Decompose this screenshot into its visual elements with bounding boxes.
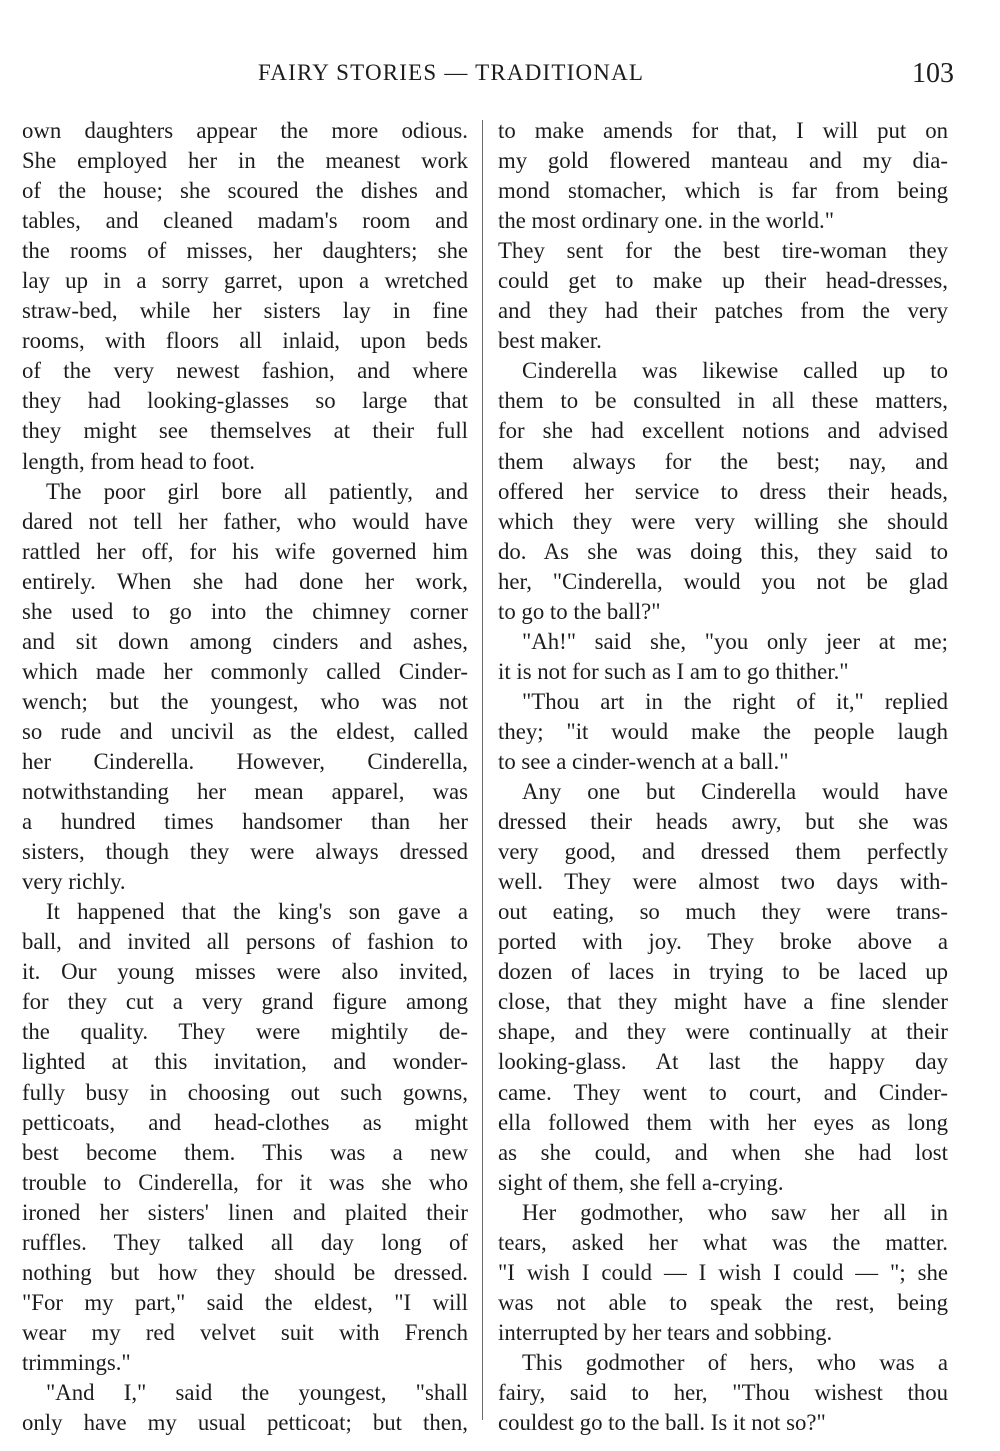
- text-line: It happened that the king's son gave a: [46, 899, 468, 925]
- text-line: lay up in a sorry garret, upon a wretched: [22, 268, 468, 294]
- text-line: them to be consulted in all these matters,: [498, 388, 948, 414]
- text-line: own daughters appear the more odious.: [22, 118, 468, 143]
- text-line: which made her commonly called Cinder-: [22, 658, 468, 684]
- left-text-column: [22, 116, 468, 1438]
- text-line: they; "it would make the people laugh: [498, 718, 948, 744]
- text-line: shape, and they were continually at their: [498, 1019, 948, 1045]
- text-line: the most ordinary one. in the world.": [498, 208, 834, 234]
- text-line: tears, asked her what was the matter.: [498, 1229, 948, 1255]
- text-line: so rude and uncivil as the eldest, called: [22, 718, 468, 744]
- text-line: rooms, with floors all inlaid, upon beds: [22, 328, 468, 354]
- text-line: ruffles. They talked all day long of: [22, 1229, 468, 1255]
- text-line: dared not tell her father, who would have: [22, 508, 468, 534]
- text-line: lighted at this invitation, and wonder-: [22, 1049, 468, 1075]
- text-line: tables, and cleaned madam's room and: [22, 208, 468, 234]
- text-line: mond stomacher, which is far from being: [498, 178, 948, 204]
- text-line: fairy, said to her, "Thou wishest thou: [498, 1379, 948, 1405]
- text-line: of the house; she scoured the dishes and: [22, 178, 468, 204]
- text-line: petticoats, and head-clothes as might: [22, 1109, 468, 1135]
- text-line: "And I," said the youngest, "shall: [46, 1379, 468, 1405]
- text-line: rattled her off, for his wife governed him: [22, 538, 468, 564]
- text-line: close, that they might have a fine slender: [498, 989, 948, 1015]
- text-line: for she had excellent notions and advised: [498, 418, 948, 444]
- text-line: straw-bed, while her sisters lay in fine: [22, 298, 468, 324]
- text-line: ironed her sisters' linen and plaited their: [22, 1199, 468, 1225]
- text-line: which they were very willing she should: [498, 508, 948, 534]
- text-line: the quality. They were mightily de-: [22, 1019, 468, 1045]
- text-line: best maker.: [498, 328, 602, 354]
- text-line: they might see themselves at their full: [22, 418, 468, 444]
- text-line: looking-glass. At last the happy day: [498, 1049, 948, 1075]
- text-line: a hundred times handsomer than her: [22, 809, 468, 835]
- text-line: for they cut a very grand figure among: [22, 989, 468, 1015]
- text-line: Her godmother, who saw her all in: [522, 1199, 948, 1225]
- text-line: This godmother of hers, who was a: [522, 1349, 948, 1375]
- text-line: very richly.: [22, 869, 126, 895]
- text-line: her Cinderella. However, Cinderella,: [22, 748, 468, 774]
- text-line: to make amends for that, I will put on: [498, 118, 948, 143]
- text-line: ball, and invited all persons of fashion to: [22, 929, 468, 955]
- text-line: to see a cinder-wench at a ball.": [498, 748, 789, 774]
- text-line: "Thou art in the right of it," replied: [522, 688, 948, 714]
- text-line: offered her service to dress their heads,: [498, 478, 948, 504]
- text-line: sight of them, she fell a-crying.: [498, 1169, 784, 1195]
- text-line: ported with joy. They broke above a: [498, 929, 948, 955]
- text-line: my gold flowered manteau and my dia-: [498, 148, 948, 174]
- text-line: they had looking-glasses so large that: [22, 388, 468, 414]
- text-line: dozen of laces in trying to be laced up: [498, 959, 948, 985]
- text-line: "Ah!" said she, "you only jeer at me;: [522, 628, 948, 654]
- text-line: entirely. When she had done her work,: [22, 568, 468, 594]
- text-line: do. As she was doing this, they said to: [498, 538, 948, 564]
- text-line: out eating, so much they were trans-: [498, 899, 948, 925]
- text-line: Any one but Cinderella would have: [522, 779, 948, 805]
- text-line: The poor girl bore all patiently, and: [46, 478, 468, 504]
- text-line: notwithstanding her mean apparel, was: [22, 779, 468, 805]
- text-line: very good, and dressed them perfectly: [498, 839, 948, 865]
- text-line: trouble to Cinderella, for it was she who: [22, 1169, 468, 1195]
- text-line: dressed their heads awry, but she was: [498, 809, 948, 835]
- text-line: and they had their patches from the very: [498, 298, 948, 324]
- text-line: trimmings.": [22, 1349, 131, 1375]
- text-line: she used to go into the chimney corner: [22, 598, 468, 624]
- text-line: was not able to speak the rest, being: [498, 1289, 948, 1315]
- text-line: only have my usual petticoat; but then,: [22, 1410, 468, 1436]
- text-line: best become them. This was a new: [22, 1139, 468, 1165]
- text-line: came. They went to court, and Cinder-: [498, 1079, 948, 1105]
- text-line: They sent for the best tire-woman they: [498, 238, 948, 264]
- text-line: fully busy in choosing out such gowns,: [22, 1079, 468, 1105]
- text-line: the rooms of misses, her daughters; she: [22, 238, 468, 264]
- text-line: couldest go to the ball. Is it not so?": [498, 1410, 826, 1436]
- text-line: well. They were almost two days with-: [498, 869, 948, 895]
- text-line: could get to make up their head-dresses,: [498, 268, 948, 294]
- text-line: sisters, though they were always dressed: [22, 839, 468, 865]
- running-title: FAIRY STORIES — TRADITIONAL: [258, 60, 645, 85]
- text-line: them always for the best; nay, and: [498, 448, 948, 474]
- text-line: nothing but how they should be dressed.: [22, 1259, 468, 1285]
- text-line: it is not for such as I am to go thither.": [498, 658, 849, 684]
- running-head: [0, 60, 1000, 96]
- text-line: it. Our young misses were also invited,: [22, 959, 468, 985]
- text-line: interrupted by her tears and sobbing.: [498, 1319, 833, 1345]
- page-number: 103: [912, 58, 954, 89]
- text-line: of the very newest fashion, and where: [22, 358, 468, 384]
- text-line: She employed her in the meanest work: [22, 148, 468, 174]
- text-line: "For my part," said the eldest, "I will: [22, 1289, 468, 1315]
- text-line: "I wish I could — I wish I could — "; she: [498, 1259, 948, 1285]
- text-line: length, from head to foot.: [22, 448, 255, 474]
- text-line: wench; but the youngest, who was not: [22, 688, 468, 714]
- text-line: to go to the ball?": [498, 598, 661, 624]
- column-divider: [482, 120, 483, 1420]
- text-line: Cinderella was likewise called up to: [522, 358, 948, 384]
- text-line: and sit down among cinders and ashes,: [22, 628, 468, 654]
- text-line: wear my red velvet suit with French: [22, 1319, 468, 1345]
- text-line: as she could, and when she had lost: [498, 1139, 948, 1165]
- text-line: ella followed them with her eyes as long: [498, 1109, 948, 1135]
- right-text-column: [498, 116, 948, 1438]
- text-line: her, "Cinderella, would you not be glad: [498, 568, 948, 594]
